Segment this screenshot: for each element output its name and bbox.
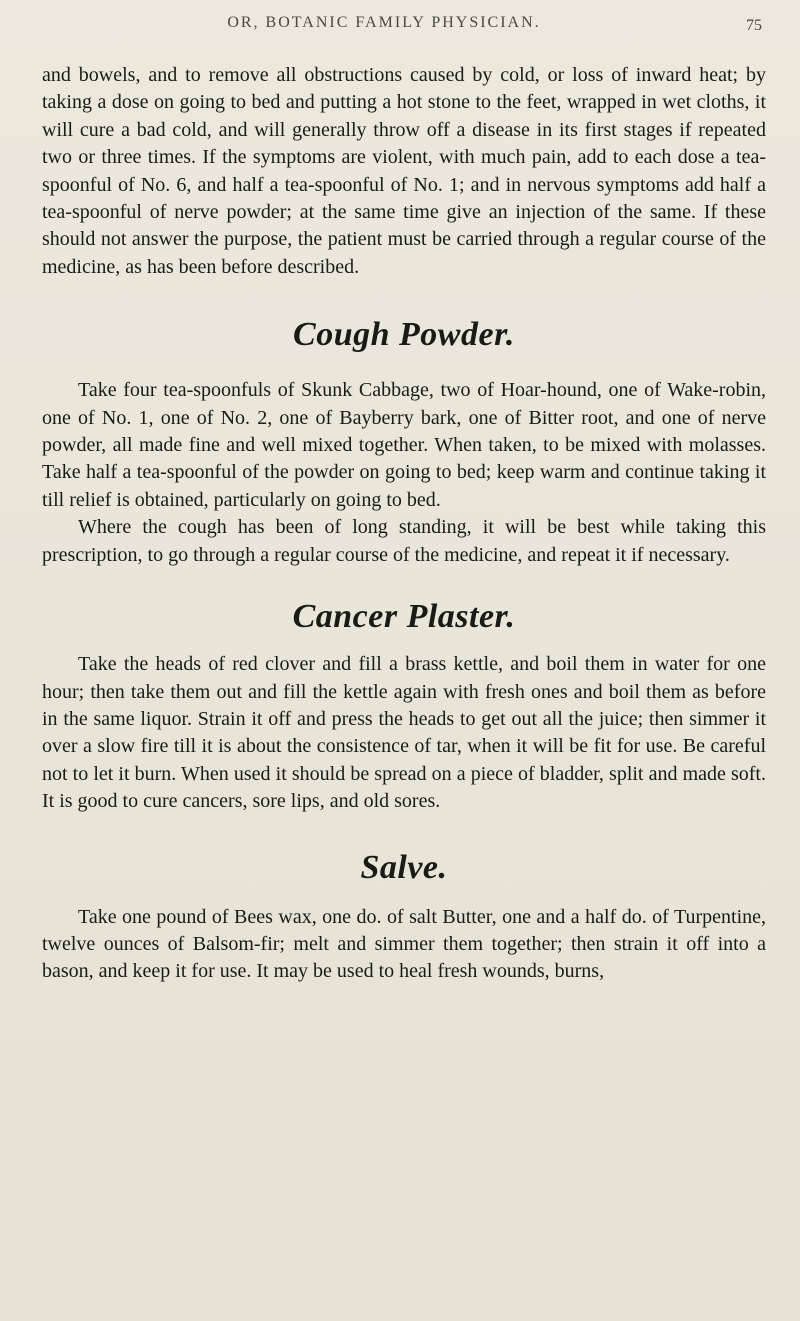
section-salve	[42, 840, 766, 986]
salve-paragraph: Take one pound of Bees wax, one do. of salt Butter, one and a half do. of Turpentine, twelve ounces of Balsom-fir; melt and simmer them together; then strain it off into a bason, and keep it for use. It may be used to heal fresh wounds, burns,	[42, 905, 766, 983]
section-title-cough-powder: Cough Powder.	[293, 316, 515, 354]
section-title-cancer-plaster: Cancer Plaster.	[292, 598, 516, 636]
section-title-salve: Salve.	[360, 848, 448, 886]
running-head: OR, BOTANIC FAMILY PHYSICIAN.	[227, 14, 541, 31]
section-cough-powder	[42, 307, 766, 569]
cancer-plaster-paragraph: Take the heads of red clover and fill a brass kettle, and boil them in water for one hour; then take them out and fill the kettle again with fresh ones and boil them as before in the same liquor. Strain it off and press the heads to get out all the juice; then simmer it over a slow fire till it is about the consistence of tar, when it will be fit for use. Be careful not to let it burn. When used it should be spread on a piece of bladder, split and made soft. It is good to cure cancers, sore lips, and old sores.	[42, 653, 766, 813]
page-number: 75	[746, 17, 762, 34]
intro-paragraph: and bowels, and to remove all obstructions caused by cold, or loss of inward heat; by taking a dose on going to bed and putting a hot stone to the feet, wrapped in wet cloths, it will cure a bad cold, and will generally throw off a disease in its first stages if repeated two or three times. If the symptoms are violent, with much pain, add to each dose a tea-spoonful of No. 6, and half a tea-spoonful of No. 1; and in nervous symptoms add half a tea-spoonful of nerve powder; at the same time give an injection of the same. If these should not answer the purpose, the patient must be carried through a regular course of the medicine, as has been before described.	[42, 64, 766, 278]
section-cancer-plaster	[42, 589, 766, 815]
cough-powder-paragraph-1: Take four tea-spoonfuls of Skunk Cabbage, two of Hoar-hound, one of Wake-robin, one of No. 1, one of No. 2, one of Bayberry bark, one of Bitter root, and one of nerve powder, all made fine and well mixed together. When taken, to be mixed with molasses. Take half a tea-spoonful of the powder on going to bed; keep warm and continue taking it till relief is obtained, particularly on going to bed.	[42, 379, 766, 511]
page-header	[42, 0, 766, 62]
cough-powder-paragraph-2: Where the cough has been of long standing, it will be best while taking this prescription, to go through a regular course of the medicine, and repeat it if necessary.	[42, 516, 766, 566]
